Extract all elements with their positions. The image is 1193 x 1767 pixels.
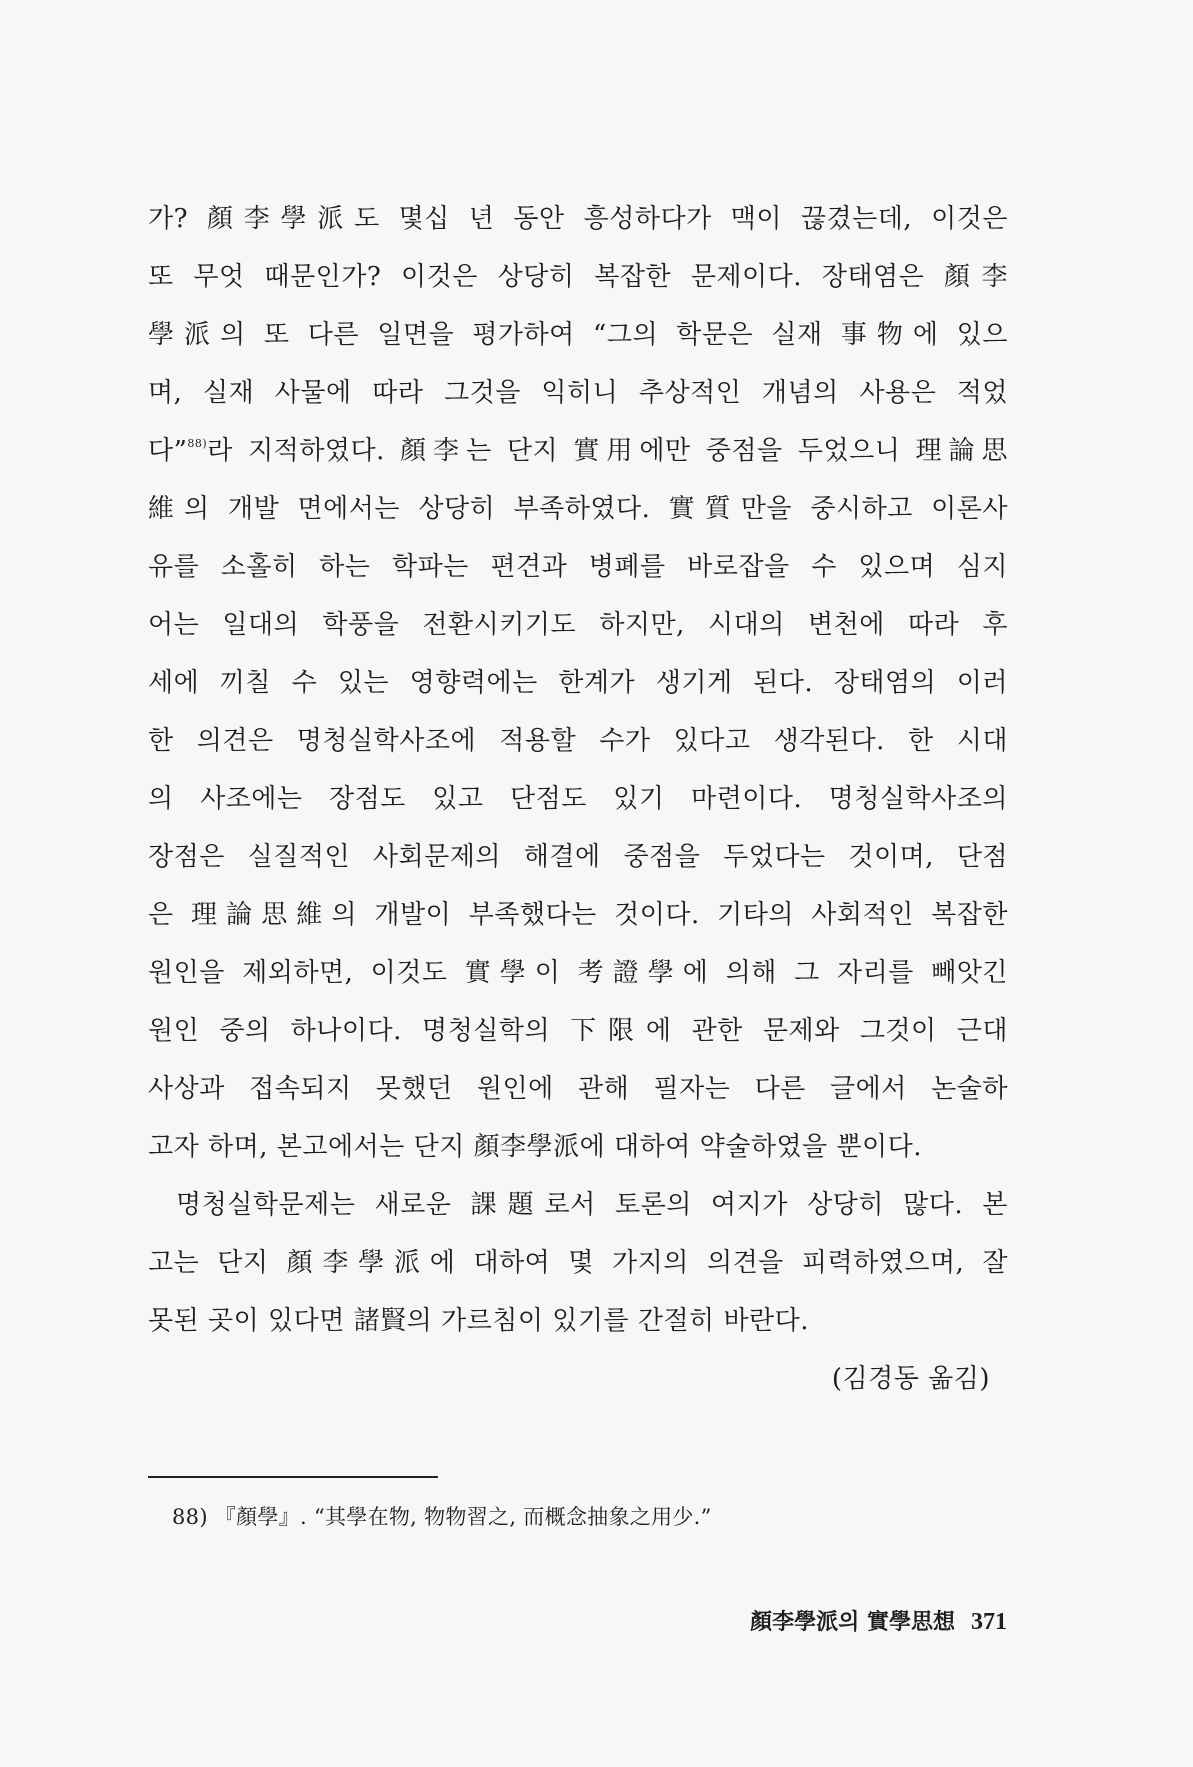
translator-credit: (김경동 옮김): [831, 1364, 990, 1394]
page-number: 371: [971, 1609, 1007, 1635]
text-line: 못된 곳이 있다면 諸賢의 가르침이 있기를 간절히 바란다.: [148, 1306, 810, 1336]
quote-end: 다”: [148, 436, 188, 466]
text-line: 장점은 실질적인 사회문제의 해결에 중점을 두었다는 것이며, 단점: [148, 842, 1008, 872]
running-title: 顏李學派의 實學思想: [750, 1609, 955, 1635]
footnote-divider: [148, 1476, 438, 1478]
text-line: 維의 개발 면에서는 상당히 부족하였다. 實質만을 중시하고 이론사: [148, 494, 1008, 524]
text-line: 어는 일대의 학풍을 전환시키기도 하지만, 시대의 변천에 따라 후: [148, 610, 1008, 640]
text-line: 한 의견은 명청실학사조에 적용할 수가 있다고 생각된다. 한 시대: [148, 726, 1008, 756]
text-line: 고자 하며, 본고에서는 단지 顏李學派에 대하여 약술하였을 뿐이다.: [148, 1132, 923, 1162]
text-line: 은 理論思維의 개발이 부족했다는 것이다. 기타의 사회적인 복잡한: [148, 900, 1008, 930]
text-line: 원인을 제외하면, 이것도 實學이 考證學에 의해 그 자리를 빼앗긴: [148, 958, 1008, 988]
text-line: 세에 끼칠 수 있는 영향력에는 한계가 생기게 된다. 장태염의 이러: [148, 668, 1008, 698]
text-line: 의 사조에는 장점도 있고 단점도 있기 마련이다. 명청실학사조의: [148, 784, 1008, 814]
footnote-88: 88) 『顏學』. “其學在物, 物物習之, 而概念抽象之用少.”: [172, 1505, 712, 1529]
text-line: 學派의 또 다른 일면을 평가하여 “그의 학문은 실재 事物에 있으: [148, 320, 1008, 350]
footnote-reference: 88): [187, 437, 208, 450]
text-line: 원인 중의 하나이다. 명청실학의 下限에 관한 문제와 그것이 근대: [148, 1016, 1008, 1046]
text-line: 사상과 접속되지 못했던 원인에 관해 필자는 다른 글에서 논술하: [148, 1074, 1008, 1104]
text-line: 고는 단지 顏李學派에 대하여 몇 가지의 의견을 피력하였으며, 잘: [148, 1248, 1008, 1278]
quote-continuation: 라 지적하였다. 顏李는 단지 實用에만 중점을 두었으니 理論思: [207, 436, 1008, 466]
paragraph-start-line: 명청실학문제는 새로운 課題로서 토론의 여지가 상당히 많다. 본: [176, 1190, 1008, 1220]
body-text: [148, 190, 1008, 1408]
text-line: 또 무엇 때문인가? 이것은 상당히 복잡한 문제이다. 장태염은 顏李: [148, 262, 1008, 292]
text-line: 며, 실재 사물에 따라 그것을 익히니 추상적인 개념의 사용은 적었: [148, 378, 1008, 408]
text-line: 유를 소홀히 하는 학파는 편견과 병폐를 바로잡을 수 있으며 심지: [148, 552, 1008, 582]
text-line: [148, 422, 1008, 480]
text-line: 가? 顏李學派도 몇십 년 동안 흥성하다가 맥이 끊겼는데, 이것은: [148, 204, 1008, 234]
page-footer: [750, 1606, 1007, 1638]
